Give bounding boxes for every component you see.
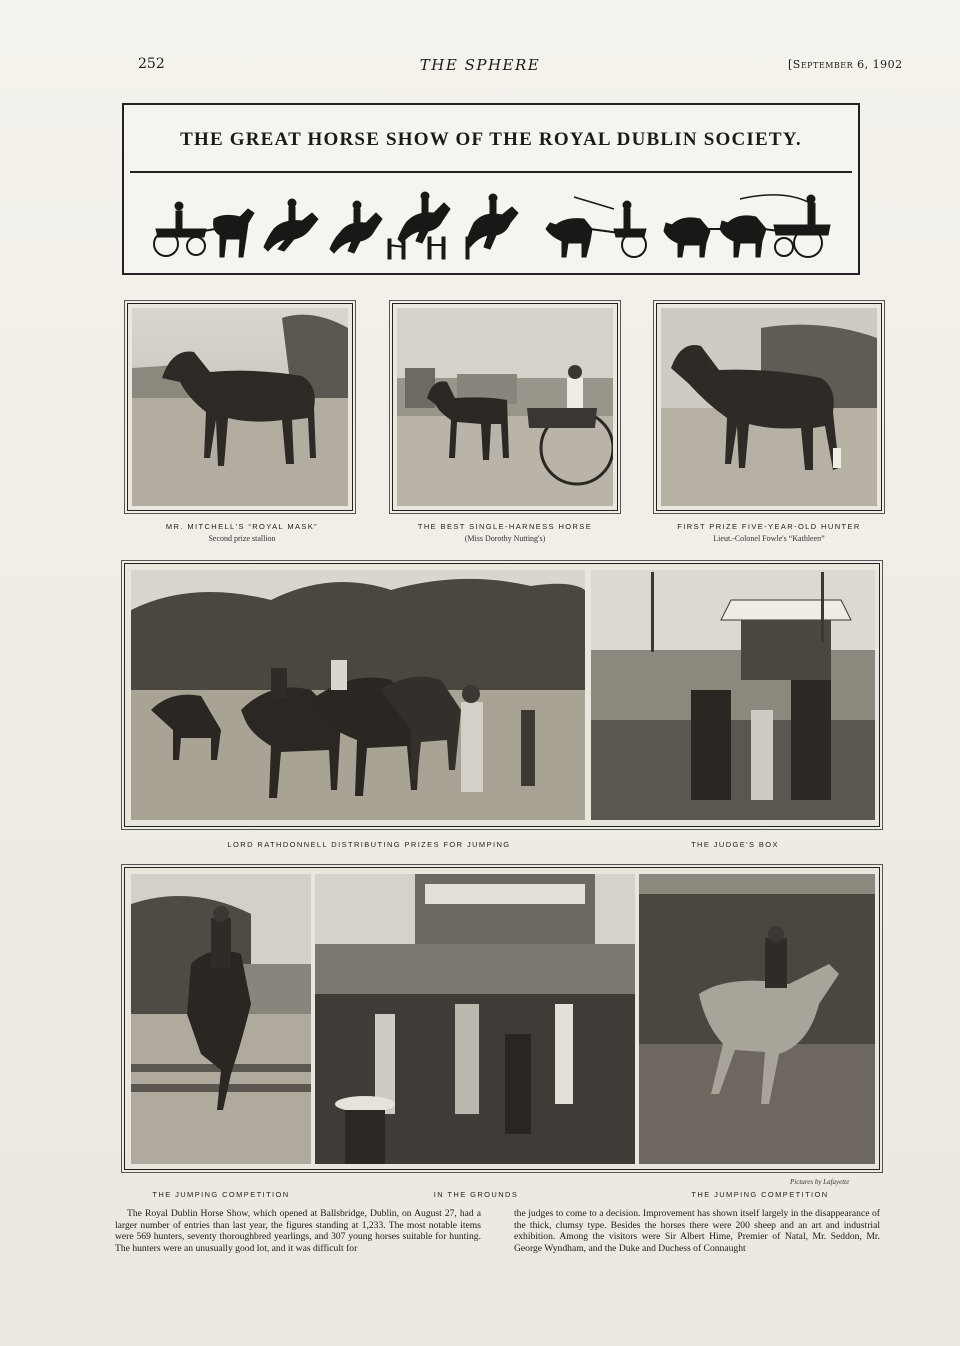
title-banner: [122, 103, 860, 275]
running-head: [0, 56, 960, 76]
article-paragraph-right: the judges to come to a decision. Improvement has shown itself largely in the disappearance of the thick, clumsy type. Besides the horses there were 200 sheep and an art and industrial exhibition. Among the visitors were Sir Albert Hime, Premier of Natal, Mr. Seddon, Mr. George Wyndham, and the Duke and Duchess of Connaught: [514, 1208, 880, 1254]
judges-box-photo: [591, 570, 875, 820]
in-the-grounds-photo: [315, 874, 635, 1164]
jumping-competition-photo-right: [639, 874, 875, 1164]
photo-royal-mask-stallion: [127, 303, 353, 511]
lord-rathdonnell-photo: [131, 570, 585, 820]
caption-jumping-left: THE JUMPING COMPETITION: [152, 1190, 290, 1199]
caption-jumping-right: THE JUMPING COMPETITION: [691, 1190, 829, 1199]
horse-silhouettes-illustration: [144, 189, 844, 261]
hunter-photo: [661, 308, 877, 506]
subcaption-single-harness: (Miss Dorothy Nutting's): [464, 534, 546, 543]
jumping-competition-photo-left: [131, 874, 311, 1164]
caption-lord-rathdonnell: LORD RATHDONNELL DISTRIBUTING PRIZES FOR JUMPING: [227, 840, 511, 849]
caption-hunter: FIRST PRIZE FIVE-YEAR-OLD HUNTER: [677, 522, 861, 531]
publication-title: THE SPHERE: [419, 56, 541, 74]
caption-in-the-grounds: IN THE GROUNDS: [433, 1190, 519, 1199]
article-title: THE GREAT HORSE SHOW OF THE ROYAL DUBLIN SOCIETY.: [180, 129, 802, 150]
caption-royal-mask: MR. MITCHELL'S “ROYAL MASK”: [165, 522, 319, 531]
gig-silhouette: [154, 202, 254, 257]
caption-single-harness: THE BEST SINGLE-HARNESS HORSE: [417, 522, 593, 531]
subcaption-hunter: Lieut.-Colonel Fowle's “Kathleen”: [713, 534, 825, 543]
photo-credit: Pictures by Lafayette: [790, 1178, 850, 1186]
middle-photo-group: [124, 563, 880, 827]
single-harness-photo: [397, 308, 613, 506]
article-paragraph-left: The Royal Dublin Horse Show, which opened at Ballsbridge, Dublin, on August 27, had a larger number of entries than last year, the figures standing at 1,233. The most notable items were 569 hunters, seventy thoroughbred yearlings, and 307 young horses suitable for hunting. The hunters were an unusually good lot, and it was difficult for: [115, 1208, 481, 1254]
stallion-photo: [132, 308, 348, 506]
caption-judges-box: THE JUDGE'S BOX: [691, 840, 779, 849]
bottom-photo-group: [124, 867, 880, 1170]
photo-five-year-old-hunter: [656, 303, 882, 511]
page-number: 252: [138, 56, 165, 72]
article-column-left: [115, 1208, 481, 1254]
banner-divider: [130, 171, 852, 173]
subcaption-royal-mask: Second prize stallion: [208, 534, 276, 543]
jumping-riders-silhouette: [264, 192, 518, 259]
photo-single-harness-horse: [392, 303, 618, 511]
issue-date: [September 6, 1902: [788, 58, 903, 71]
pair-carriage-silhouette: [664, 195, 830, 257]
dogcart-silhouette: [546, 197, 646, 257]
article-column-right: [514, 1208, 880, 1254]
